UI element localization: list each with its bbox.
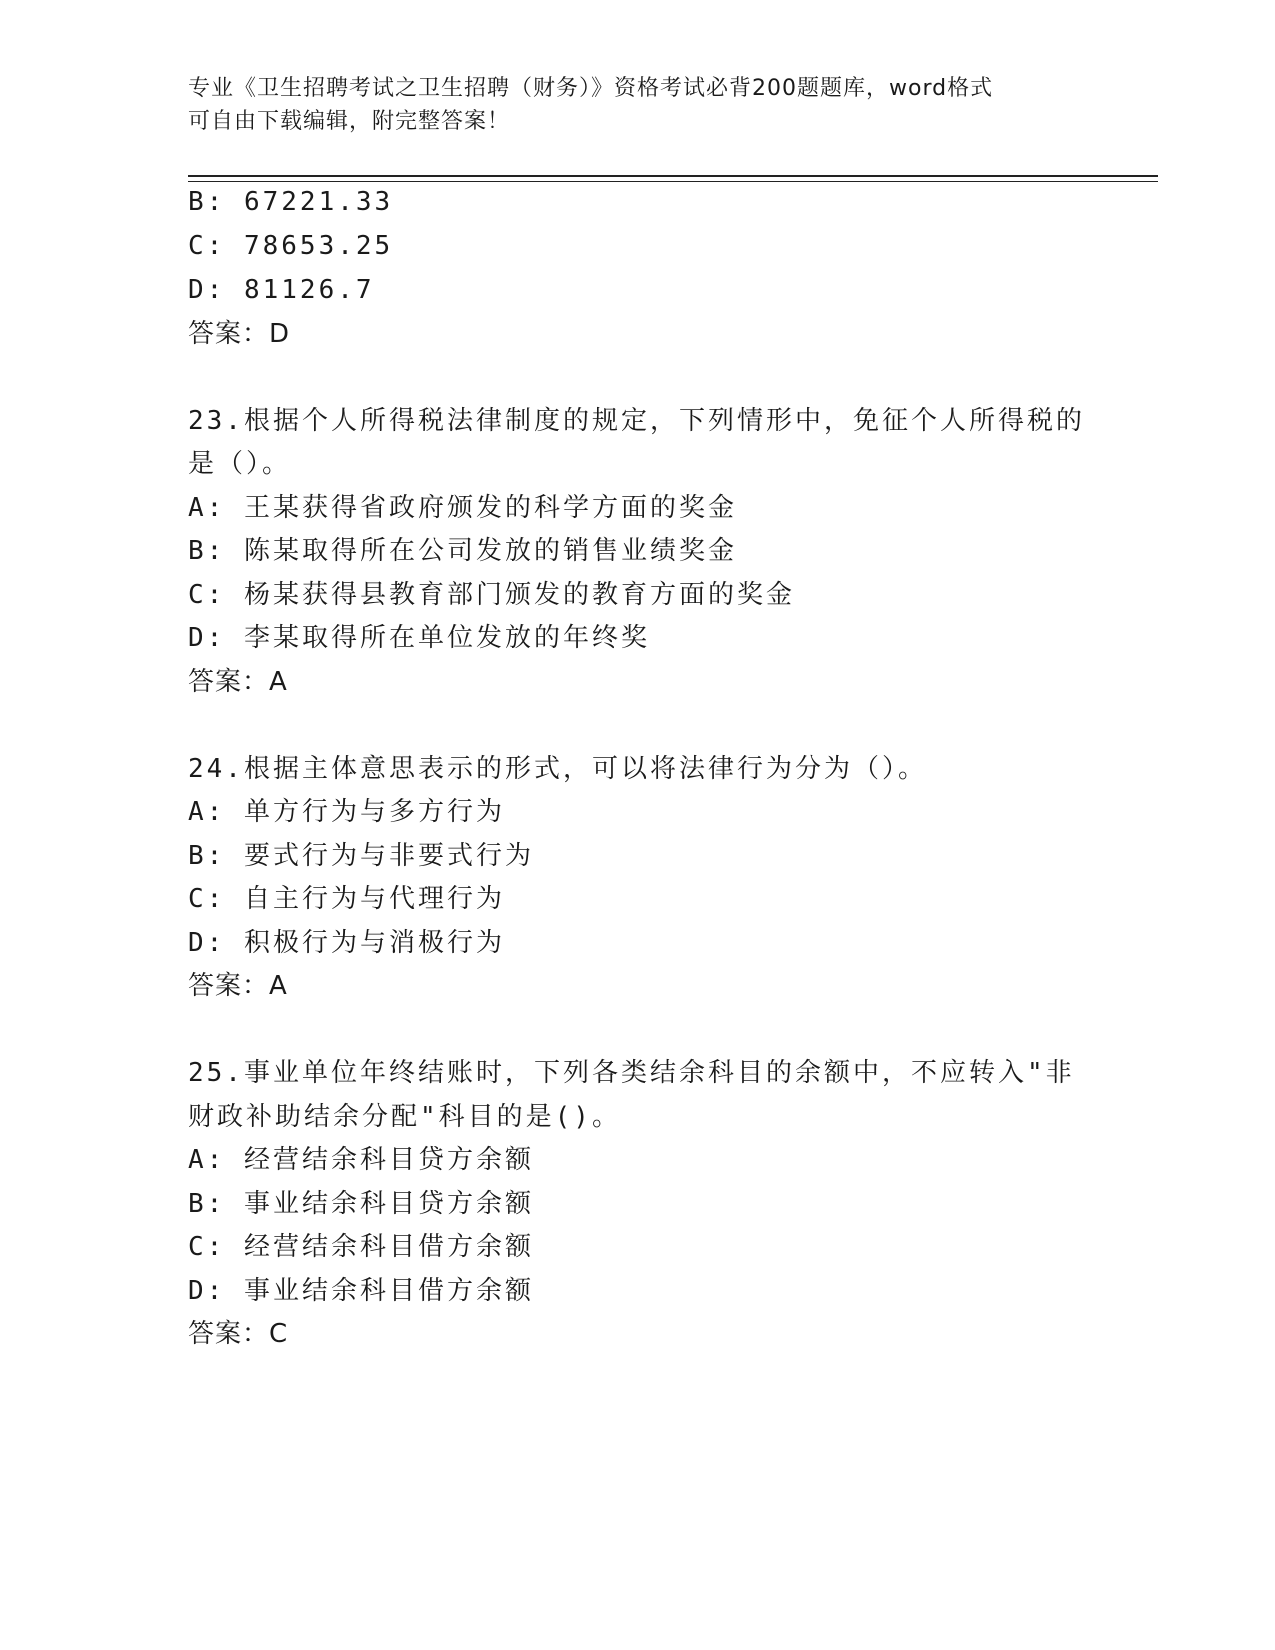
q22-option-c: C: 78653.25 — [188, 231, 394, 261]
q25-answer: 答案：C — [188, 1319, 289, 1349]
header-title-line-1: 专业《卫生招聘考试之卫生招聘（财务）》资格考试必背200题题库，word格式 — [188, 76, 994, 101]
q24-stem-line-1: 24.根据主体意思表示的形式，可以将法律行为分为（）。 — [188, 754, 927, 784]
header-divider-thin — [188, 181, 1158, 182]
q25-option-a: A: 经营结余科目贷方余额 — [188, 1145, 534, 1175]
q23-option-b: B: 陈某取得所在公司发放的销售业绩奖金 — [188, 536, 737, 566]
q23-option-d: D: 李某取得所在单位发放的年终奖 — [188, 623, 650, 653]
q22-answer: 答案：D — [188, 319, 291, 349]
header-divider-thick — [188, 175, 1158, 177]
q25-option-d: D: 事业结余科目借方余额 — [188, 1276, 534, 1306]
q24-option-d: D: 积极行为与消极行为 — [188, 928, 505, 958]
q25-stem-line-1: 25.事业单位年终结账时，下列各类结余科目的余额中，不应转入"非 — [188, 1058, 1075, 1088]
q23-option-c: C: 杨某获得县教育部门颁发的教育方面的奖金 — [188, 580, 795, 610]
q23-option-a: A: 王某获得省政府颁发的科学方面的奖金 — [188, 493, 737, 523]
q23-stem-line-1: 23.根据个人所得税法律制度的规定，下列情形中，免征个人所得税的 — [188, 406, 1085, 436]
q22-option-b: B: 67221.33 — [188, 187, 394, 217]
q25-option-b: B: 事业结余科目贷方余额 — [188, 1189, 534, 1219]
q24-option-c: C: 自主行为与代理行为 — [188, 884, 505, 914]
q24-option-b: B: 要式行为与非要式行为 — [188, 841, 534, 871]
q25-stem-line-2: 财政补助结余分配"科目的是()。 — [188, 1102, 621, 1132]
q24-answer: 答案：A — [188, 971, 288, 1001]
q23-answer: 答案：A — [188, 667, 288, 697]
document-header — [188, 72, 1088, 138]
header-title-line-2: 可自由下载编辑，附完整答案！ — [188, 109, 511, 134]
q24-option-a: A: 单方行为与多方行为 — [188, 797, 505, 827]
q22-option-d: D: 81126.7 — [188, 275, 375, 305]
q23-stem-line-2: 是（）。 — [188, 449, 292, 479]
q25-option-c: C: 经营结余科目借方余额 — [188, 1232, 534, 1262]
